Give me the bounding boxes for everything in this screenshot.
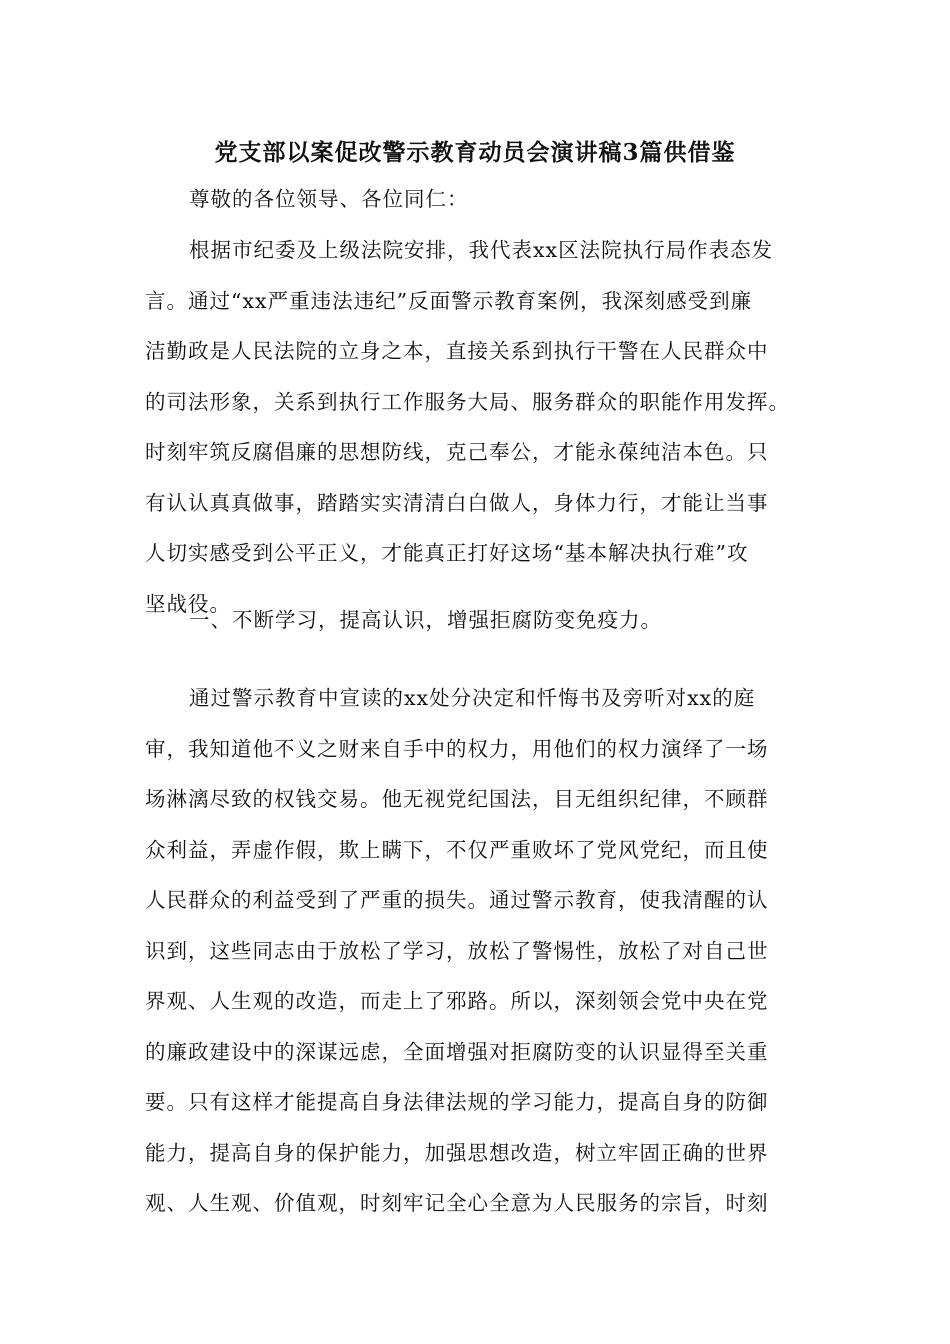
paragraph-line: 洁勤政是人民法院的立身之本，直接关系到执行干警在人民群众中 <box>145 339 769 363</box>
paragraph-line: 有认认真真做事，踏踏实实清清白白做人，身体力行，才能让当事 <box>145 490 769 515</box>
paragraph-line: 能力，提高自身的保护能力，加强思想改造，树立牢固正确的世界 <box>145 1140 769 1165</box>
paragraph-line: 观、人生观、价值观，时刻牢记全心全意为人民服务的宗旨，时刻 <box>145 1191 769 1215</box>
section-heading-line: 一、不断学习，提高认识，增强拒腐防变免疫力。 <box>189 608 662 632</box>
paragraph-line: 场淋漓尽致的权钱交易。他无视党纪国法，目无组织纪律，不顾群 <box>145 787 769 811</box>
document-title: 党支部以案促改警示教育动员会演讲稿3篇供借鉴 <box>214 139 736 166</box>
paragraph-line: 审，我知道他不义之财来自手中的权力，用他们的权力演绎了一场 <box>145 736 769 761</box>
section-heading-1 <box>145 595 805 646</box>
body-paragraph-1 <box>145 225 805 629</box>
paragraph-line: 言。通过“xx严重违法违纪”反面警示教育案例，我深刻感受到廉 <box>145 288 753 313</box>
paragraph-line: 的司法形象，关系到执行工作服务大局、服务群众的职能作用发挥。 <box>145 389 790 414</box>
body-paragraph-2 <box>145 673 805 1229</box>
greeting-paragraph <box>145 174 805 225</box>
paragraph-line: 根据市纪委及上级法院安排，我代表xx区法院执行局作表态发 <box>189 238 774 262</box>
greeting-line: 尊敬的各位领导、各位同仁： <box>189 187 469 211</box>
paragraph-line: 坚战役。 <box>145 591 231 616</box>
paragraph-line: 人切实感受到公平正义，才能真正打好这场“基本解决执行难”攻 <box>145 541 749 565</box>
paragraph-line: 众利益，弄虚作假，欺上瞒下，不仅严重败坏了党风党纪，而且使 <box>145 837 769 862</box>
paragraph-line: 人民群众的利益受到了严重的损失。通过警示教育，使我清醒的认 <box>145 888 769 912</box>
paragraph-line: 界观、人生观的改造，而走上了邪路。所以，深刻领会党中央在党 <box>145 989 769 1013</box>
paragraph-line: 时刻牢筑反腐倡廉的思想防线，克己奉公，才能永葆纯洁本色。只 <box>145 440 769 464</box>
paragraph-line: 要。只有这样才能提高自身法律法规的学习能力，提高自身的防御 <box>145 1090 769 1114</box>
paragraph-line: 识到，这些同志由于放松了学习，放松了警惕性，放松了对自己世 <box>145 938 769 963</box>
paragraph-line: 的廉政建设中的深谋远虑，全面增强对拒腐防变的认识显得至关重 <box>145 1039 769 1064</box>
paragraph-line: 通过警示教育中宣读的xx处分决定和忏悔书及旁听对xx的庭 <box>189 686 756 710</box>
